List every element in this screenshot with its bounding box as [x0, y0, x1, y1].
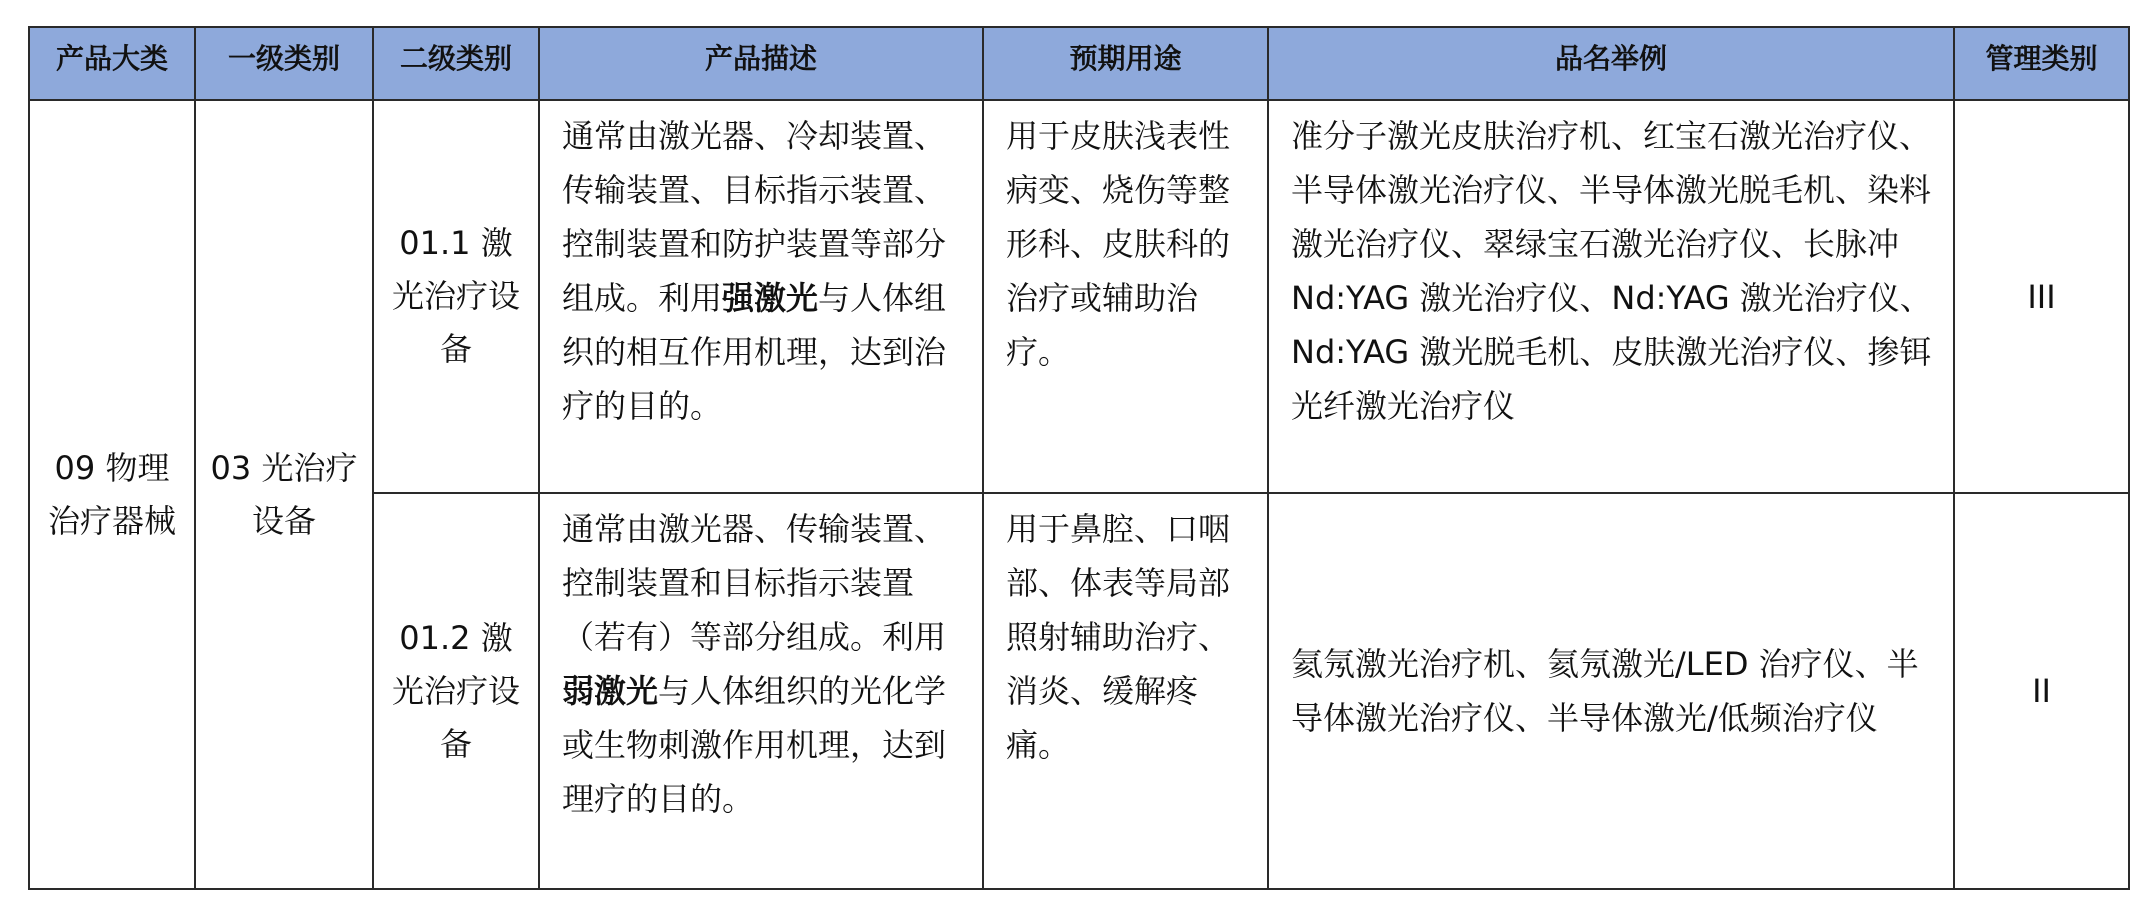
header-management-class: 管理类别 [1954, 27, 2129, 100]
header-level1-category: 一级类别 [195, 27, 373, 100]
description-emphasis: 弱激光 [562, 672, 659, 710]
description-emphasis: 强激光 [722, 279, 819, 317]
product-examples-cell: 准分子激光皮肤治疗机、红宝石激光治疗仪、半导体激光治疗仪、半导体激光脱毛机、染料激光治疗仪、翠绿宝石激光治疗仪、长脉冲 Nd:YAG 激光治疗仪、Nd:YAG 激光治疗仪、Nd:YAG 激光脱毛机、皮肤激光治疗仪、掺铒光纤激光治疗仪 [1268, 100, 1954, 493]
level1-category-cell: 03 光治疗设备 [195, 100, 373, 889]
description-text: 与人体组织的相互作用机理，达到治疗的目的。 [562, 279, 947, 425]
level2-category-cell: 01.1 激光治疗设备 [373, 100, 539, 493]
management-class-cell: III [1954, 100, 2129, 493]
product-description-cell [539, 493, 983, 889]
product-description-cell [539, 100, 983, 493]
intended-use-cell: 用于皮肤浅表性病变、烧伤等整形科、皮肤科的治疗或辅助治疗。 [983, 100, 1268, 493]
table-row [29, 100, 2129, 493]
header-product-examples: 品名举例 [1268, 27, 1954, 100]
product-category-cell: 09 物理治疗器械 [29, 100, 195, 889]
header-product-category: 产品大类 [29, 27, 195, 100]
product-examples-cell: 氦氖激光治疗机、氦氖激光/LED 治疗仪、半导体激光治疗仪、半导体激光/低频治疗仪 [1268, 493, 1954, 889]
description-text: 通常由激光器、冷却装置、传输装置、目标指示装置、控制装置和防护装置等部分组成。利用 [562, 117, 947, 317]
device-catalog-table [28, 26, 2130, 890]
level2-category-cell: 01.2 激光治疗设备 [373, 493, 539, 889]
intended-use-cell: 用于鼻腔、口咽部、体表等局部照射辅助治疗、消炎、缓解疼痛。 [983, 493, 1268, 889]
description-text: 通常由激光器、传输装置、控制装置和目标指示装置（若有）等部分组成。利用 [562, 510, 947, 656]
management-class-cell: II [1954, 493, 2129, 889]
header-level2-category: 二级类别 [373, 27, 539, 100]
description-text: 与人体组织的光化学或生物刺激作用机理，达到理疗的目的。 [562, 672, 947, 818]
header-row [29, 27, 2129, 100]
header-product-description: 产品描述 [539, 27, 983, 100]
header-intended-use: 预期用途 [983, 27, 1268, 100]
